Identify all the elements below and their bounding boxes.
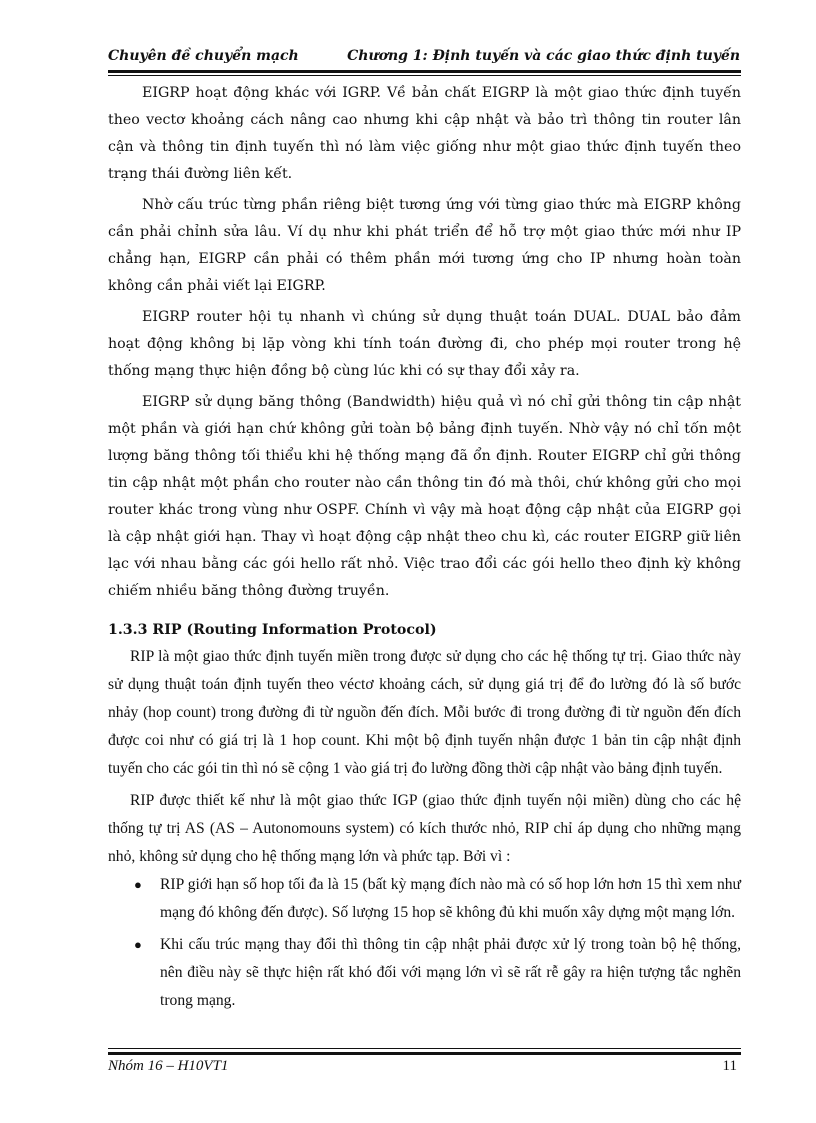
header-left-title: Chuyên đề chuyển mạch	[108, 48, 299, 64]
list-item-text: RIP giới hạn số hop tối đa là 15 (bất kỳ mạng đích nào mà có số hop lớn hơn 15 thì xem như mạng đó không đến được). Số lượng 15 hop sẽ không đủ khi muốn xây dựng một mạng lớn.	[160, 876, 741, 921]
header-rule-thick	[108, 70, 741, 73]
footer-rule-thin	[108, 1048, 741, 1049]
paragraph-eigrp-4: EIGRP sử dụng băng thông (Bandwidth) hiệu quả vì nó chỉ gửi thông tin cập nhật một phần và giới hạn chứ không gửi toàn bộ bảng định tuyến. Nhờ vậy nó chỉ tốn một lượng băng thông tối thiểu khi hệ thống mạng đã ổn định. Router EIGRP chỉ gửi thông tin cập nhật một phần cho router nào cần thông tin đó mà thôi, chứ không gửi cho mọi router khác trong vùng như OSPF. Chính vì vậy mà hoạt động cập nhật của EIGRP gọi là cập nhật giới hạn. Thay vì hoạt động cập nhật theo chu kì, các router EIGRP giữ liên lạc với nhau bằng các gói hello rất nhỏ. Việc trao đổi các gói hello theo định kỳ không chiếm nhiều băng thông đường truyền.	[108, 394, 741, 599]
footer-group-label: Nhóm 16 – H10VT1	[108, 1058, 229, 1074]
paragraph-rip-1: RIP là một giao thức định tuyến miền trong được sử dụng cho các hệ thống tự trị. Giao thức này sử dụng thuật toán định tuyến theo véctơ khoảng cách, sử dụng giá trị để đo lường đó là số bước nhảy (hop count) trong đường đi từ nguồn đến đích. Mỗi bước đi trong đường đi từ nguồn đến đích được coi như có giá trị là 1 hop count. Khi một bộ định tuyến nhận được 1 bản tin cập nhật định tuyến cho các gói tin thì nó sẽ cộng 1 vào giá trị đo lường đồng thời cập nhật vào bảng định tuyến.	[108, 648, 741, 777]
page-body	[108, 80, 741, 1015]
paragraph-rip-2: RIP được thiết kế như là một giao thức IGP (giao thức định tuyến nội miền) dùng cho các hệ thống tự trị AS (AS – Autonomouns system) có kích thước nhỏ, RIP chỉ áp dụng cho những mạng nhỏ, không sử dụng cho hệ thống mạng lớn và phức tạp. Bởi vì :	[108, 792, 741, 865]
paragraph-eigrp-3: EIGRP router hội tụ nhanh vì chúng sử dụng thuật toán DUAL. DUAL bảo đảm hoạt động không bị lặp vòng khi tính toán đường đi, cho phép mọi router trong hệ thống mạng thực hiện đồng bộ cùng lúc khi có sự thay đổi xảy ra.	[108, 309, 741, 379]
rip-limitations-list	[108, 871, 741, 1015]
page-number: 11	[722, 1058, 737, 1074]
list-item	[108, 871, 741, 927]
list-item	[108, 931, 741, 1015]
page-header	[108, 48, 740, 70]
paragraph-eigrp-2: Nhờ cấu trúc từng phần riêng biệt tương ứng với từng giao thức mà EIGRP không cần phải chỉnh sửa lâu. Ví dụ như khi phát triển để hỗ trợ một giao thức mới như IP chẳng hạn, EIGRP cần phải có thêm phần mới tương ứng cho IP nhưng hoàn toàn không cần phải viết lại EIGRP.	[108, 197, 741, 294]
bullet-icon: ●	[134, 937, 142, 952]
list-item-text: Khi cấu trúc mạng thay đổi thì thông tin cập nhật phải được xử lý trong toàn bộ hệ thống, nên điều này sẽ thực hiện rất khó đối với mạng lớn vì sẽ rất rễ gây ra hiện tượng tắc nghẽn trong mạng.	[160, 936, 741, 1009]
page-footer	[108, 1058, 741, 1080]
paragraph-eigrp-1: EIGRP hoạt động khác với IGRP. Về bản chất EIGRP là một giao thức định tuyến theo vectơ khoảng cách nâng cao nhưng khi cập nhật và bảo trì thông tin router lân cận và thông tin định tuyến thì nó làm việc giống như một giao thức định tuyến theo trạng thái đường liên kết.	[108, 85, 741, 182]
section-heading-rip: 1.3.3 RIP (Routing Information Protocol)	[108, 622, 437, 638]
header-right-title: Chương 1: Định tuyến và các giao thức định tuyến	[347, 48, 740, 64]
footer-rule-thick	[108, 1052, 741, 1055]
bullet-icon: ●	[134, 877, 142, 892]
header-rule-thin	[108, 75, 741, 76]
